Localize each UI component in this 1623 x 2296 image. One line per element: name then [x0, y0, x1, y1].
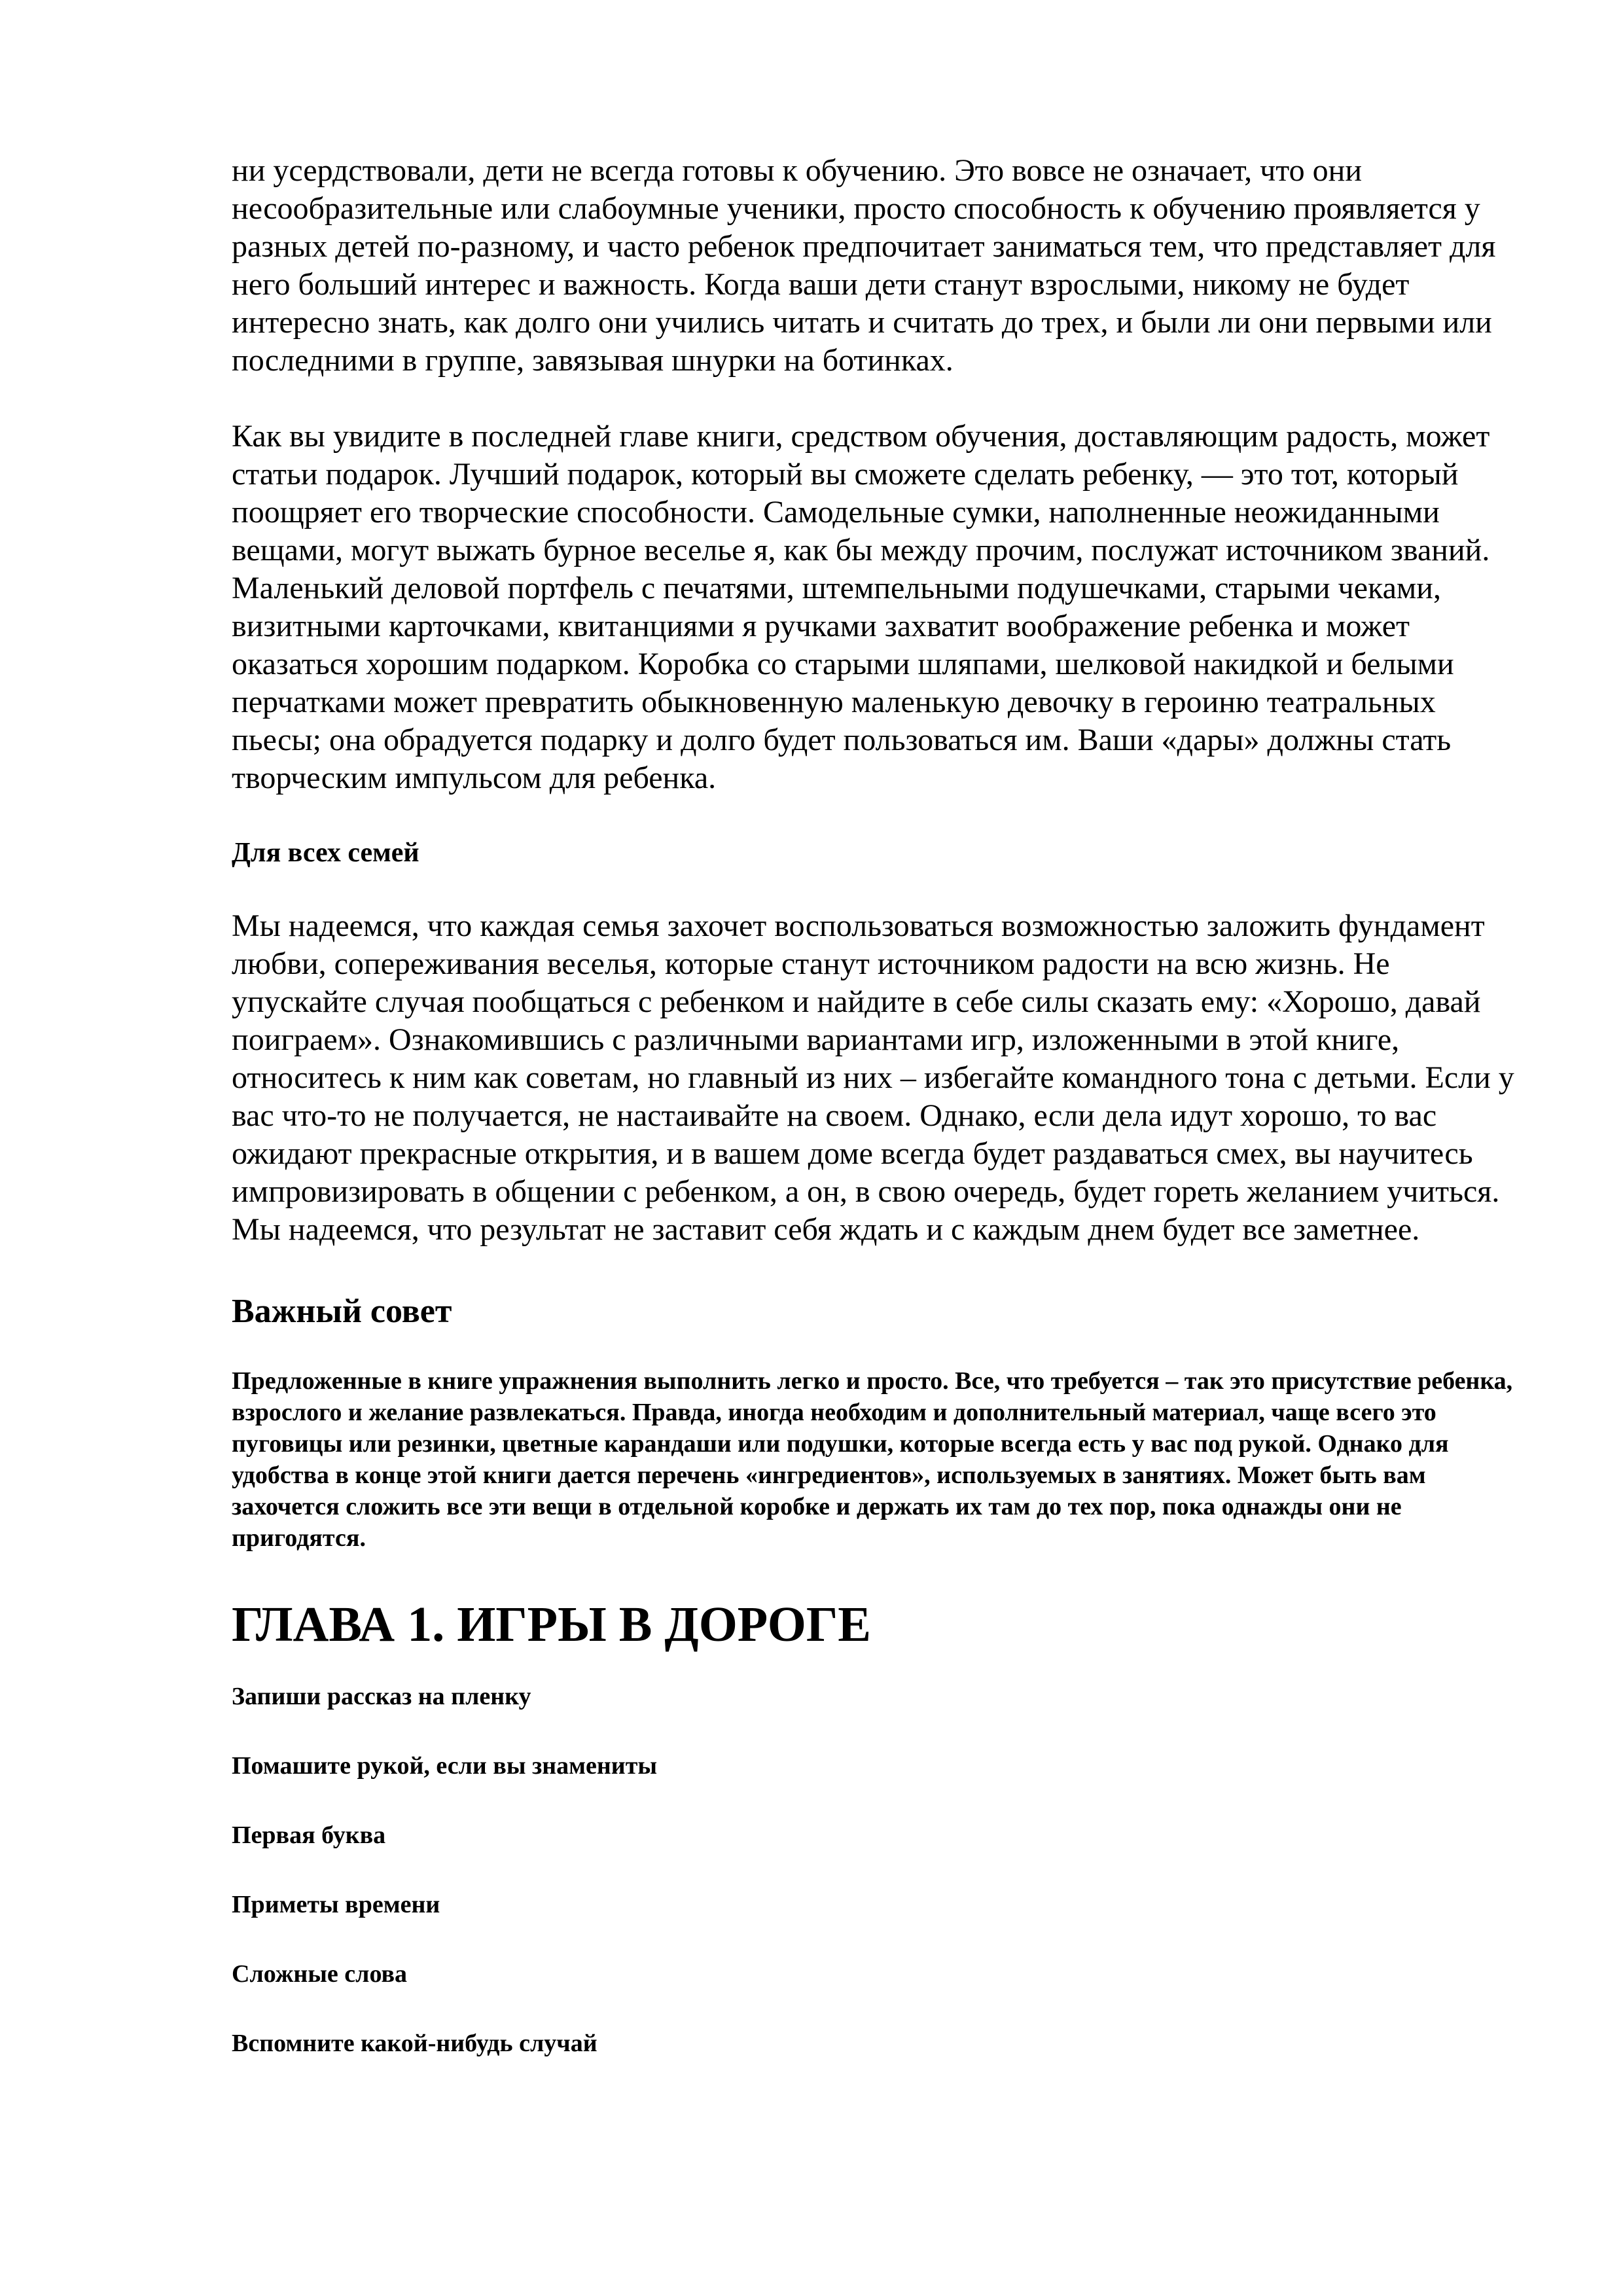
section-heading-tip: Важный совет: [232, 1293, 452, 1330]
chapter-item: Первая буква: [232, 1821, 386, 1849]
chapter-item: Приметы времени: [232, 1891, 440, 1918]
chapter-items-list: [232, 1681, 1521, 2059]
chapter-title: ГЛАВА 1. ИГРЫ В ДОРОГЕ: [232, 1597, 871, 1652]
chapter-item: Запиши рассказ на пленку: [232, 1683, 531, 1710]
intro-paragraph-2: Как вы увидите в последней главе книги, средством обучения, доставляющим радость, может статьи подарок. Лучший подарок, который вы сможете сделать ребенку, — это тот, который поощряет его творческие способности. Самодельные сумки, наполненные неожиданными вещами, могут выжать бурное веселье я, как бы между прочим, послужат источником званий. Маленький деловой портфель с печатями, штемпельными подушечками, старыми чеками, визитными карточками, квитанциями я ручками захватит воображение ребенка и может оказаться хорошим подарком. Коробка со старыми шляпами, шелковой накидкой и белыми перчатками может превратить обыкновенную маленькую девочку в героиню театральных пьесы; она обрадуется подарку и долго будет пользоваться им. Ваши «дары» должны стать творческим импульсом для ребенка.: [232, 419, 1490, 795]
tip-paragraph: Предложенные в книге упражнения выполнить легко и просто. Все, что требуется – так это присутствие ребенка, взрослого и желание развлекаться. Правда, иногда необходим и дополнительный материал, чаще всего это пуговицы или резинки, цветные карандаши или подушки, которые всегда есть у вас под рукой. Однако для удобства в конце этой книги дается перечень «ингредиентов», используемых в занятиях. Может быть вам захочется сложить все эти вещи в отдельной коробке и держать их там до тех пор, пока однажды они не пригодятся.: [232, 1367, 1513, 1552]
chapter-item: Вспомните какой-нибудь случай: [232, 2030, 597, 2057]
page-body: [232, 152, 1521, 2059]
section-heading-families: Для всех семей: [232, 838, 419, 868]
chapter-item: Помашите рукой, если вы знамениты: [232, 1752, 658, 1780]
chapter-item: Сложные слова: [232, 1960, 408, 1988]
families-paragraph: Мы надеемся, что каждая семья захочет воспользоваться возможностью заложить фундамент любви, сопереживания веселья, которые станут источником радости на всю жизнь. Не упускайте случая пообщаться с ребенком и найдите в себе силы сказать ему: «Хорошо, давай поиграем». Ознакомившись с различными вариантами игр, изложенными в этой книге, относитесь к ним как советам, но главный из них – избегайте командного тона с детьми. Если у вас что-то не получается, не настаивайте на своем. Однако, если дела идут хорошо, то вас ожидают прекрасные открытия, и в вашем доме всегда будет раздаваться смех, вы научитесь импровизировать в общении с ребенком, а он, в свою очередь, будет гореть желанием учиться. Мы надеемся, что результат не заставит себя ждать и с каждым днем будет все заметнее.: [232, 908, 1514, 1247]
intro-paragraph-1: ни усердствовали, дети не всегда готовы к обучению. Это вовсе не означает, что они несообразительные или слабоумные ученики, просто способность к обучению проявляется у разных детей по-разному, и часто ребенок предпочитает заниматься тем, что представляет для него больший интерес и важность. Когда ваши дети станут взрослыми, никому не будет интересно знать, как долго они учились читать и считать до трех, и были ли они первыми или последними в группе, завязывая шнурки на ботинках.: [232, 153, 1496, 378]
